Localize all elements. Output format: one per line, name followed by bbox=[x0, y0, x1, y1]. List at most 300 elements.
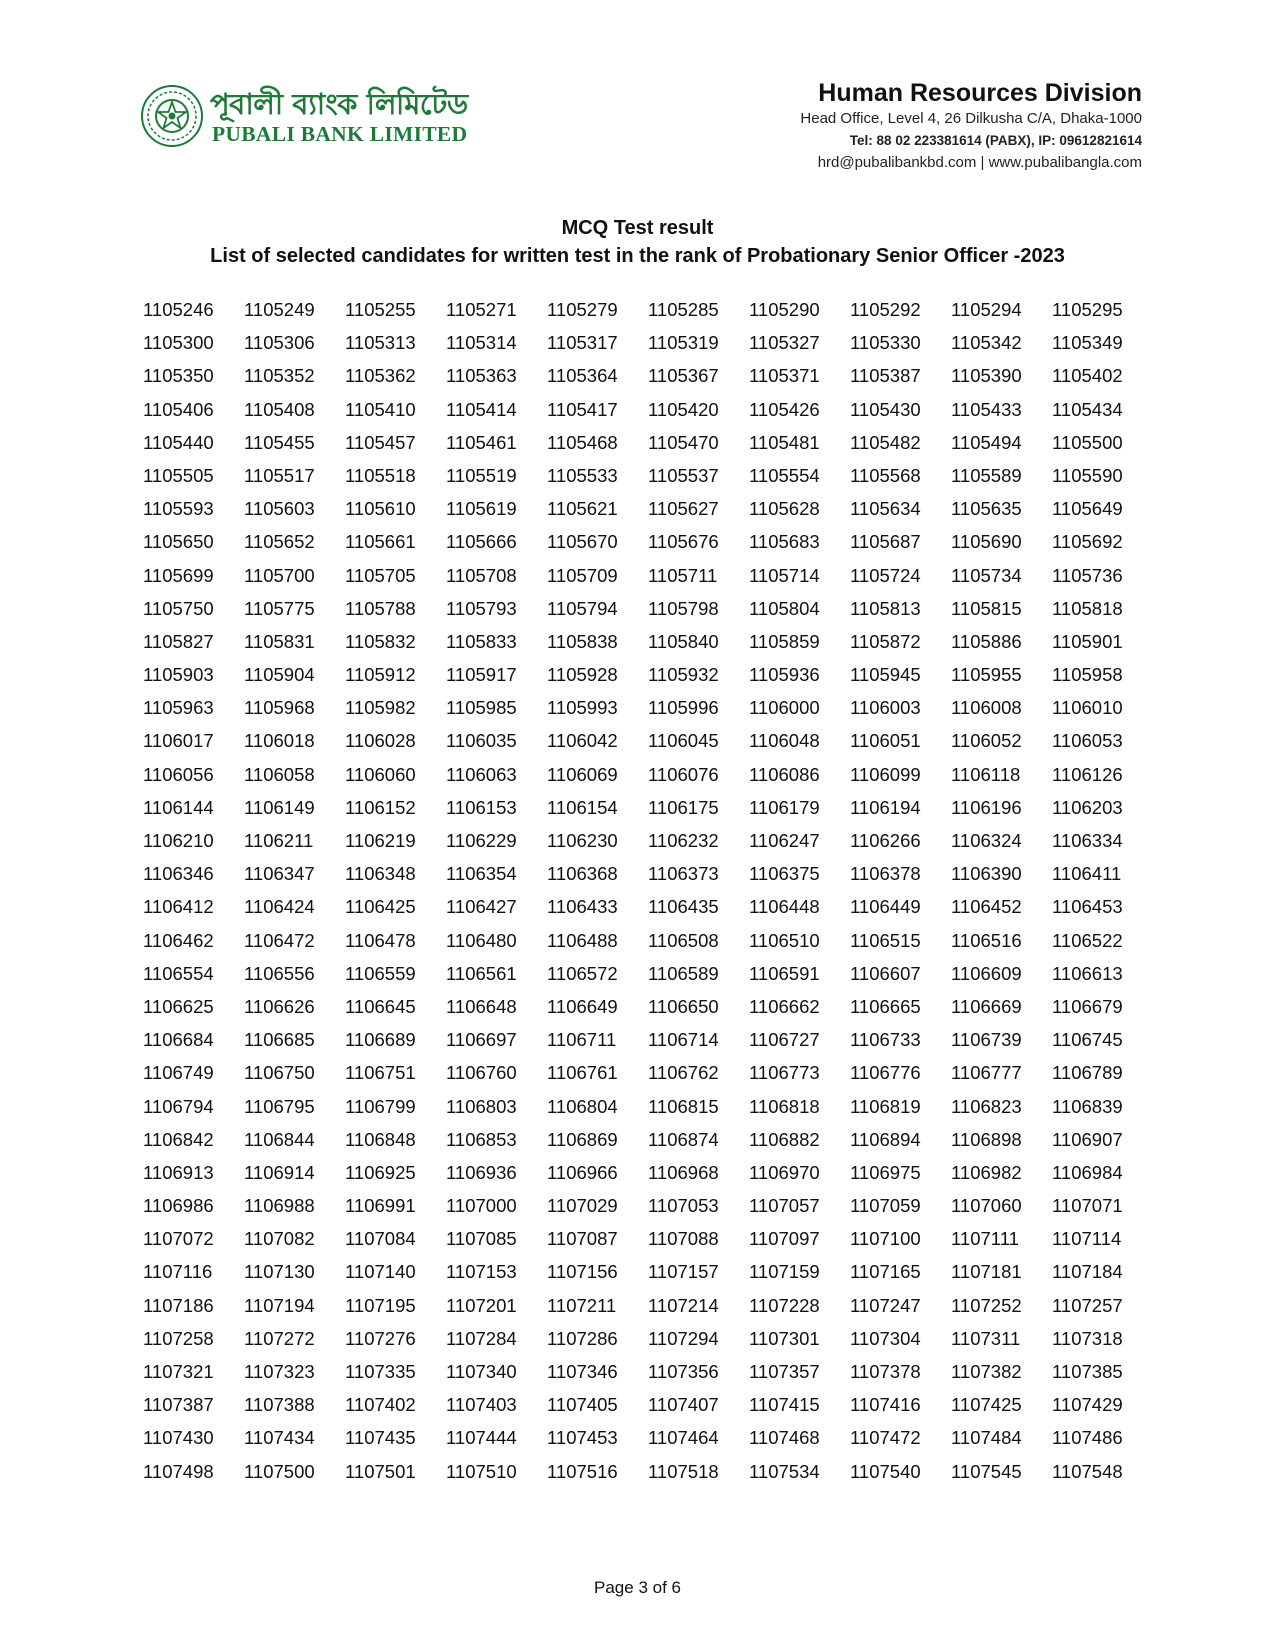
division-title: Human Resources Division bbox=[818, 79, 1142, 107]
roll-number: 1107468 bbox=[749, 1427, 820, 1449]
roll-number: 1106203 bbox=[1052, 796, 1123, 818]
roll-number: 1105788 bbox=[345, 597, 416, 619]
roll-number: 1106874 bbox=[648, 1128, 719, 1150]
roll-number: 1106045 bbox=[648, 730, 719, 752]
roll-number: 1107071 bbox=[1052, 1195, 1123, 1217]
roll-number: 1105912 bbox=[345, 664, 416, 686]
roll-number: 1107510 bbox=[446, 1460, 517, 1482]
roll-number: 1105932 bbox=[648, 664, 719, 686]
roll-number: 1105610 bbox=[345, 498, 416, 520]
roll-number: 1107088 bbox=[648, 1228, 719, 1250]
roll-number: 1106368 bbox=[547, 863, 618, 885]
roll-number: 1106373 bbox=[648, 863, 719, 885]
roll-number: 1107464 bbox=[648, 1427, 719, 1449]
roll-number: 1106010 bbox=[1052, 697, 1123, 719]
roll-number: 1106803 bbox=[446, 1095, 517, 1117]
roll-number: 1105619 bbox=[446, 498, 517, 520]
roll-number: 1106991 bbox=[345, 1195, 416, 1217]
roll-number: 1106247 bbox=[749, 830, 820, 851]
roll-number: 1106229 bbox=[446, 830, 517, 851]
roll-number: 1105433 bbox=[951, 398, 1022, 420]
roll-number: 1106853 bbox=[446, 1128, 517, 1150]
roll-number: 1106739 bbox=[951, 1029, 1022, 1051]
roll-number: 1105628 bbox=[749, 498, 820, 520]
roll-number: 1107258 bbox=[143, 1327, 214, 1349]
roll-number: 1105314 bbox=[446, 332, 517, 354]
roll-number: 1105417 bbox=[547, 398, 618, 420]
roll-number: 1106914 bbox=[244, 1161, 315, 1183]
roll-number: 1105982 bbox=[345, 697, 416, 719]
roll-number: 1105963 bbox=[143, 697, 214, 719]
roll-number: 1105831 bbox=[244, 630, 315, 652]
roll-number: 1107387 bbox=[143, 1394, 214, 1416]
roll-number: 1106559 bbox=[345, 962, 416, 984]
roll-number: 1107153 bbox=[446, 1261, 517, 1283]
roll-number: 1105568 bbox=[850, 464, 921, 486]
roll-number-grid bbox=[143, 298, 1133, 1493]
roll-number: 1105426 bbox=[749, 398, 820, 420]
roll-number: 1106516 bbox=[951, 929, 1022, 951]
bank-name-english: PUBALI BANK LIMITED bbox=[212, 122, 468, 146]
roll-number: 1107472 bbox=[850, 1427, 921, 1449]
roll-number: 1106561 bbox=[446, 962, 517, 984]
roll-number: 1105481 bbox=[749, 431, 820, 453]
roll-number: 1105363 bbox=[446, 365, 517, 387]
roll-number: 1106804 bbox=[547, 1095, 618, 1117]
roll-number: 1106099 bbox=[850, 763, 921, 785]
roll-number: 1107157 bbox=[648, 1261, 719, 1283]
roll-number: 1107211 bbox=[547, 1294, 617, 1316]
roll-number: 1107114 bbox=[1052, 1228, 1122, 1250]
roll-number: 1105319 bbox=[648, 332, 719, 354]
roll-number: 1106799 bbox=[345, 1095, 416, 1117]
roll-number: 1107130 bbox=[244, 1261, 315, 1283]
roll-number: 1106424 bbox=[244, 896, 315, 918]
roll-number: 1107156 bbox=[547, 1261, 618, 1283]
roll-number: 1106609 bbox=[951, 962, 1022, 984]
roll-number: 1105371 bbox=[749, 365, 820, 387]
roll-number: 1105833 bbox=[446, 630, 517, 652]
roll-number: 1106760 bbox=[446, 1062, 517, 1084]
roll-number: 1105387 bbox=[850, 365, 921, 387]
roll-number: 1106354 bbox=[446, 863, 517, 885]
roll-number: 1105410 bbox=[345, 398, 416, 420]
roll-number: 1106984 bbox=[1052, 1161, 1123, 1183]
roll-number: 1105985 bbox=[446, 697, 517, 719]
roll-number: 1107429 bbox=[1052, 1394, 1123, 1416]
roll-number: 1107159 bbox=[749, 1261, 820, 1283]
roll-number: 1106375 bbox=[749, 863, 820, 885]
roll-number: 1105349 bbox=[1052, 332, 1123, 354]
roll-number: 1106347 bbox=[244, 863, 315, 885]
roll-number: 1107097 bbox=[749, 1228, 820, 1250]
roll-number: 1106649 bbox=[547, 995, 618, 1017]
roll-number: 1105901 bbox=[1052, 630, 1123, 652]
roll-number: 1106425 bbox=[345, 896, 416, 918]
roll-number: 1105711 bbox=[648, 564, 718, 586]
roll-number: 1106650 bbox=[648, 995, 719, 1017]
roll-number: 1105342 bbox=[951, 332, 1022, 354]
roll-number: 1105714 bbox=[749, 564, 820, 586]
roll-number: 1107435 bbox=[345, 1427, 416, 1449]
roll-number: 1107286 bbox=[547, 1327, 618, 1349]
roll-number: 1106448 bbox=[749, 896, 820, 918]
roll-number: 1107388 bbox=[244, 1394, 315, 1416]
roll-number: 1105683 bbox=[749, 531, 820, 553]
roll-number: 1105500 bbox=[1052, 431, 1123, 453]
roll-number: 1107084 bbox=[345, 1228, 416, 1250]
roll-number: 1106266 bbox=[850, 830, 921, 851]
roll-number: 1106018 bbox=[244, 730, 315, 752]
roll-number: 1105482 bbox=[850, 431, 921, 453]
roll-number: 1106348 bbox=[345, 863, 416, 885]
roll-number: 1105292 bbox=[850, 299, 921, 320]
roll-number: 1105794 bbox=[547, 597, 618, 619]
roll-number: 1106662 bbox=[749, 995, 820, 1017]
roll-number: 1107500 bbox=[244, 1460, 315, 1482]
roll-number: 1106051 bbox=[850, 730, 921, 752]
roll-number: 1106882 bbox=[749, 1128, 820, 1150]
roll-number: 1106480 bbox=[446, 929, 517, 951]
roll-number: 1107000 bbox=[446, 1195, 517, 1217]
roll-number: 1107029 bbox=[547, 1195, 618, 1217]
roll-number: 1107340 bbox=[446, 1361, 517, 1382]
roll-number: 1106751 bbox=[345, 1062, 416, 1084]
roll-number: 1106179 bbox=[749, 796, 820, 818]
roll-number: 1107402 bbox=[345, 1394, 416, 1416]
roll-number: 1106056 bbox=[143, 763, 214, 785]
roll-number: 1106462 bbox=[143, 929, 214, 951]
roll-number: 1106975 bbox=[850, 1161, 921, 1183]
roll-number: 1106086 bbox=[749, 763, 820, 785]
roll-number: 1106733 bbox=[850, 1029, 921, 1051]
roll-number: 1106230 bbox=[547, 830, 618, 851]
roll-number: 1105903 bbox=[143, 664, 214, 686]
roll-number: 1107186 bbox=[143, 1294, 214, 1316]
roll-number: 1105306 bbox=[244, 332, 315, 354]
roll-number: 1105590 bbox=[1052, 464, 1123, 486]
roll-number: 1107181 bbox=[951, 1261, 1022, 1283]
roll-number: 1106794 bbox=[143, 1095, 214, 1117]
roll-number: 1107111 bbox=[951, 1228, 1019, 1250]
roll-number: 1105917 bbox=[446, 664, 517, 686]
bank-logo bbox=[140, 84, 500, 150]
roll-number: 1105517 bbox=[244, 464, 315, 486]
roll-number: 1106232 bbox=[648, 830, 719, 851]
roll-number: 1107053 bbox=[648, 1195, 719, 1217]
roll-number: 1106324 bbox=[951, 830, 1022, 851]
roll-number: 1105519 bbox=[446, 464, 517, 486]
roll-number: 1105246 bbox=[143, 299, 214, 320]
email-website: hrd@pubalibankbd.com | www.pubalibangla.com bbox=[817, 154, 1142, 171]
roll-number: 1105928 bbox=[547, 664, 618, 686]
roll-number: 1106042 bbox=[547, 730, 618, 752]
roll-number: 1107534 bbox=[749, 1460, 820, 1482]
roll-number: 1105635 bbox=[951, 498, 1022, 520]
roll-number: 1105589 bbox=[951, 464, 1022, 486]
roll-number: 1105420 bbox=[648, 398, 719, 420]
roll-number: 1106986 bbox=[143, 1195, 214, 1217]
roll-number: 1105968 bbox=[244, 697, 315, 719]
roll-number: 1106449 bbox=[850, 896, 921, 918]
roll-number: 1107385 bbox=[1052, 1361, 1123, 1382]
roll-number: 1106556 bbox=[244, 962, 315, 984]
roll-number: 1106907 bbox=[1052, 1128, 1123, 1150]
roll-number: 1106982 bbox=[951, 1161, 1022, 1183]
roll-number: 1105676 bbox=[648, 531, 719, 553]
roll-number: 1107085 bbox=[446, 1228, 517, 1250]
roll-number: 1106412 bbox=[143, 896, 214, 918]
roll-number: 1107425 bbox=[951, 1394, 1022, 1416]
roll-number: 1106613 bbox=[1052, 962, 1123, 984]
roll-number: 1105798 bbox=[648, 597, 719, 619]
roll-number: 1105364 bbox=[547, 365, 618, 387]
roll-number: 1105554 bbox=[749, 464, 820, 486]
roll-number: 1105317 bbox=[547, 332, 618, 354]
roll-number: 1106818 bbox=[749, 1095, 820, 1117]
roll-number: 1106679 bbox=[1052, 995, 1123, 1017]
roll-number: 1106515 bbox=[850, 929, 921, 951]
roll-number: 1106126 bbox=[1052, 763, 1123, 785]
roll-number: 1105700 bbox=[244, 564, 315, 586]
roll-number: 1105350 bbox=[143, 365, 214, 387]
roll-number: 1107498 bbox=[143, 1460, 214, 1482]
roll-number: 1107059 bbox=[850, 1195, 921, 1217]
roll-number: 1106144 bbox=[143, 796, 214, 818]
roll-number: 1107356 bbox=[648, 1361, 719, 1382]
roll-number: 1106689 bbox=[345, 1029, 416, 1051]
roll-number: 1105832 bbox=[345, 630, 416, 652]
roll-number: 1106970 bbox=[749, 1161, 820, 1183]
roll-number: 1105461 bbox=[446, 431, 517, 453]
roll-number: 1106035 bbox=[446, 730, 517, 752]
roll-number: 1106210 bbox=[143, 830, 214, 851]
roll-number: 1105859 bbox=[749, 630, 820, 652]
roll-number: 1105362 bbox=[345, 365, 416, 387]
roll-number: 1106008 bbox=[951, 697, 1022, 719]
roll-number: 1105294 bbox=[951, 299, 1022, 320]
roll-number: 1106508 bbox=[648, 929, 719, 951]
roll-number: 1106607 bbox=[850, 962, 921, 984]
roll-number: 1106988 bbox=[244, 1195, 315, 1217]
roll-number: 1107276 bbox=[345, 1327, 416, 1349]
roll-number: 1106435 bbox=[648, 896, 719, 918]
roll-number: 1107415 bbox=[749, 1394, 820, 1416]
roll-number: 1106625 bbox=[143, 995, 214, 1017]
page-title: MCQ Test result bbox=[561, 217, 714, 239]
roll-number: 1106795 bbox=[244, 1095, 315, 1117]
roll-number: 1107378 bbox=[850, 1361, 921, 1382]
roll-number: 1106773 bbox=[749, 1062, 820, 1084]
roll-number: 1105406 bbox=[143, 398, 214, 420]
roll-number: 1106968 bbox=[648, 1161, 719, 1183]
roll-number: 1106052 bbox=[951, 730, 1022, 752]
roll-number: 1105872 bbox=[850, 630, 921, 652]
roll-number: 1105457 bbox=[345, 431, 416, 453]
roll-number: 1106572 bbox=[547, 962, 618, 984]
roll-number: 1107087 bbox=[547, 1228, 618, 1250]
roll-number: 1105690 bbox=[951, 531, 1022, 553]
roll-number: 1107195 bbox=[345, 1294, 416, 1316]
roll-number: 1105430 bbox=[850, 398, 921, 420]
roll-number: 1106750 bbox=[244, 1062, 315, 1084]
roll-number: 1105327 bbox=[749, 332, 820, 354]
roll-number: 1105734 bbox=[951, 564, 1022, 586]
roll-number: 1106196 bbox=[951, 796, 1022, 818]
roll-number: 1105434 bbox=[1052, 398, 1123, 420]
roll-number: 1105285 bbox=[648, 299, 719, 320]
letterhead-contact bbox=[800, 78, 1142, 174]
roll-number: 1107416 bbox=[850, 1394, 921, 1416]
roll-number: 1105390 bbox=[951, 365, 1022, 387]
roll-number: 1105505 bbox=[143, 464, 214, 486]
roll-number: 1106776 bbox=[850, 1062, 921, 1084]
roll-number: 1105255 bbox=[345, 299, 416, 320]
result-heading bbox=[0, 214, 1275, 270]
roll-number: 1107434 bbox=[244, 1427, 315, 1449]
roll-number: 1106648 bbox=[446, 995, 517, 1017]
roll-number: 1105945 bbox=[850, 664, 921, 686]
roll-number: 1106472 bbox=[244, 929, 315, 951]
roll-number: 1105840 bbox=[648, 630, 719, 652]
roll-number: 1106219 bbox=[345, 830, 416, 851]
roll-number: 1107272 bbox=[244, 1327, 315, 1349]
roll-number: 1107545 bbox=[951, 1460, 1022, 1482]
roll-number: 1106510 bbox=[749, 929, 820, 951]
roll-number: 1107501 bbox=[345, 1460, 416, 1482]
roll-number: 1106433 bbox=[547, 896, 618, 918]
roll-number: 1105750 bbox=[143, 597, 214, 619]
roll-number: 1106063 bbox=[446, 763, 517, 785]
roll-number: 1105494 bbox=[951, 431, 1022, 453]
roll-number: 1107100 bbox=[850, 1228, 921, 1250]
roll-number: 1107201 bbox=[446, 1294, 517, 1316]
roll-number: 1107165 bbox=[850, 1261, 921, 1283]
roll-number: 1106869 bbox=[547, 1128, 618, 1150]
roll-number: 1106149 bbox=[244, 796, 315, 818]
roll-number: 1106777 bbox=[951, 1062, 1022, 1084]
roll-number: 1105804 bbox=[749, 597, 820, 619]
page-number: Page 3 of 6 bbox=[594, 1578, 681, 1597]
roll-number: 1106645 bbox=[345, 995, 416, 1017]
roll-number: 1106898 bbox=[951, 1128, 1022, 1150]
roll-number: 1106194 bbox=[850, 796, 921, 818]
roll-number: 1105518 bbox=[345, 464, 416, 486]
roll-number: 1106154 bbox=[547, 796, 618, 818]
roll-number: 1106591 bbox=[749, 962, 820, 984]
roll-number: 1107257 bbox=[1052, 1294, 1123, 1316]
roll-number: 1106842 bbox=[143, 1128, 214, 1150]
roll-number: 1106913 bbox=[143, 1161, 214, 1183]
roll-number: 1106048 bbox=[749, 730, 820, 752]
roll-number: 1105249 bbox=[244, 299, 315, 320]
roll-number: 1106378 bbox=[850, 863, 921, 885]
roll-number: 1105661 bbox=[345, 531, 416, 553]
roll-number: 1106390 bbox=[951, 863, 1022, 885]
roll-number: 1106478 bbox=[345, 929, 416, 951]
roll-number: 1106003 bbox=[850, 697, 921, 719]
roll-number: 1106427 bbox=[446, 896, 517, 918]
roll-number: 1106076 bbox=[648, 763, 719, 785]
roll-number: 1105838 bbox=[547, 630, 618, 652]
roll-number: 1106815 bbox=[648, 1095, 719, 1117]
roll-number: 1106000 bbox=[749, 697, 820, 719]
roll-number: 1107228 bbox=[749, 1294, 820, 1316]
roll-number: 1105313 bbox=[345, 332, 416, 354]
roll-number: 1106685 bbox=[244, 1029, 315, 1051]
roll-number: 1107060 bbox=[951, 1195, 1022, 1217]
roll-number: 1106554 bbox=[143, 962, 214, 984]
roll-number: 1105603 bbox=[244, 498, 315, 520]
roll-number: 1105652 bbox=[244, 531, 315, 553]
roll-number: 1105996 bbox=[648, 697, 719, 719]
roll-number: 1106453 bbox=[1052, 896, 1123, 918]
roll-number: 1107082 bbox=[244, 1228, 315, 1250]
roll-number: 1105708 bbox=[446, 564, 517, 586]
roll-number: 1107405 bbox=[547, 1394, 618, 1416]
roll-number: 1107346 bbox=[547, 1361, 618, 1382]
roll-number: 1107335 bbox=[345, 1361, 416, 1382]
roll-number: 1106925 bbox=[345, 1161, 416, 1183]
roll-number: 1106894 bbox=[850, 1128, 921, 1150]
roll-number: 1105470 bbox=[648, 431, 719, 453]
roll-number: 1105621 bbox=[547, 498, 618, 520]
roll-number: 1105724 bbox=[850, 564, 921, 586]
roll-number: 1106452 bbox=[951, 896, 1022, 918]
roll-number: 1106589 bbox=[648, 962, 719, 984]
roll-number: 1106058 bbox=[244, 763, 315, 785]
roll-number: 1107484 bbox=[951, 1427, 1022, 1449]
roll-number: 1105666 bbox=[446, 531, 517, 553]
roll-number: 1107407 bbox=[648, 1394, 719, 1416]
roll-number: 1106727 bbox=[749, 1029, 820, 1051]
roll-number: 1105775 bbox=[244, 597, 315, 619]
roll-number: 1107486 bbox=[1052, 1427, 1123, 1449]
roll-number: 1106697 bbox=[446, 1029, 517, 1051]
roll-number: 1106152 bbox=[345, 796, 416, 818]
roll-number: 1107214 bbox=[648, 1294, 719, 1316]
roll-number: 1107304 bbox=[850, 1327, 921, 1349]
roll-number: 1105709 bbox=[547, 564, 618, 586]
roll-number: 1107548 bbox=[1052, 1460, 1123, 1482]
roll-number: 1105793 bbox=[446, 597, 517, 619]
roll-number: 1106488 bbox=[547, 929, 618, 951]
roll-number: 1105904 bbox=[244, 664, 315, 686]
roll-number: 1105271 bbox=[446, 299, 517, 320]
roll-number: 1105699 bbox=[143, 564, 214, 586]
roll-number: 1107284 bbox=[446, 1327, 517, 1349]
roll-number: 1106060 bbox=[345, 763, 416, 785]
roll-number: 1106334 bbox=[1052, 830, 1123, 851]
roll-number: 1106175 bbox=[648, 796, 719, 818]
roll-number: 1105958 bbox=[1052, 664, 1123, 686]
roll-number: 1105593 bbox=[143, 498, 214, 520]
roll-number: 1105408 bbox=[244, 398, 315, 420]
roll-number: 1105300 bbox=[143, 332, 214, 354]
roll-number: 1107252 bbox=[951, 1294, 1022, 1316]
roll-number: 1105533 bbox=[547, 464, 618, 486]
roll-number: 1107403 bbox=[446, 1394, 517, 1416]
roll-number: 1107247 bbox=[850, 1294, 921, 1316]
roll-number: 1107323 bbox=[244, 1361, 315, 1382]
roll-number: 1106714 bbox=[648, 1029, 719, 1051]
roll-number: 1107540 bbox=[850, 1460, 921, 1482]
roll-number: 1107072 bbox=[143, 1228, 214, 1250]
roll-number: 1105827 bbox=[143, 630, 214, 652]
roll-number: 1105687 bbox=[850, 531, 921, 553]
roll-number: 1105634 bbox=[850, 498, 921, 520]
roll-number: 1106711 bbox=[547, 1029, 617, 1051]
